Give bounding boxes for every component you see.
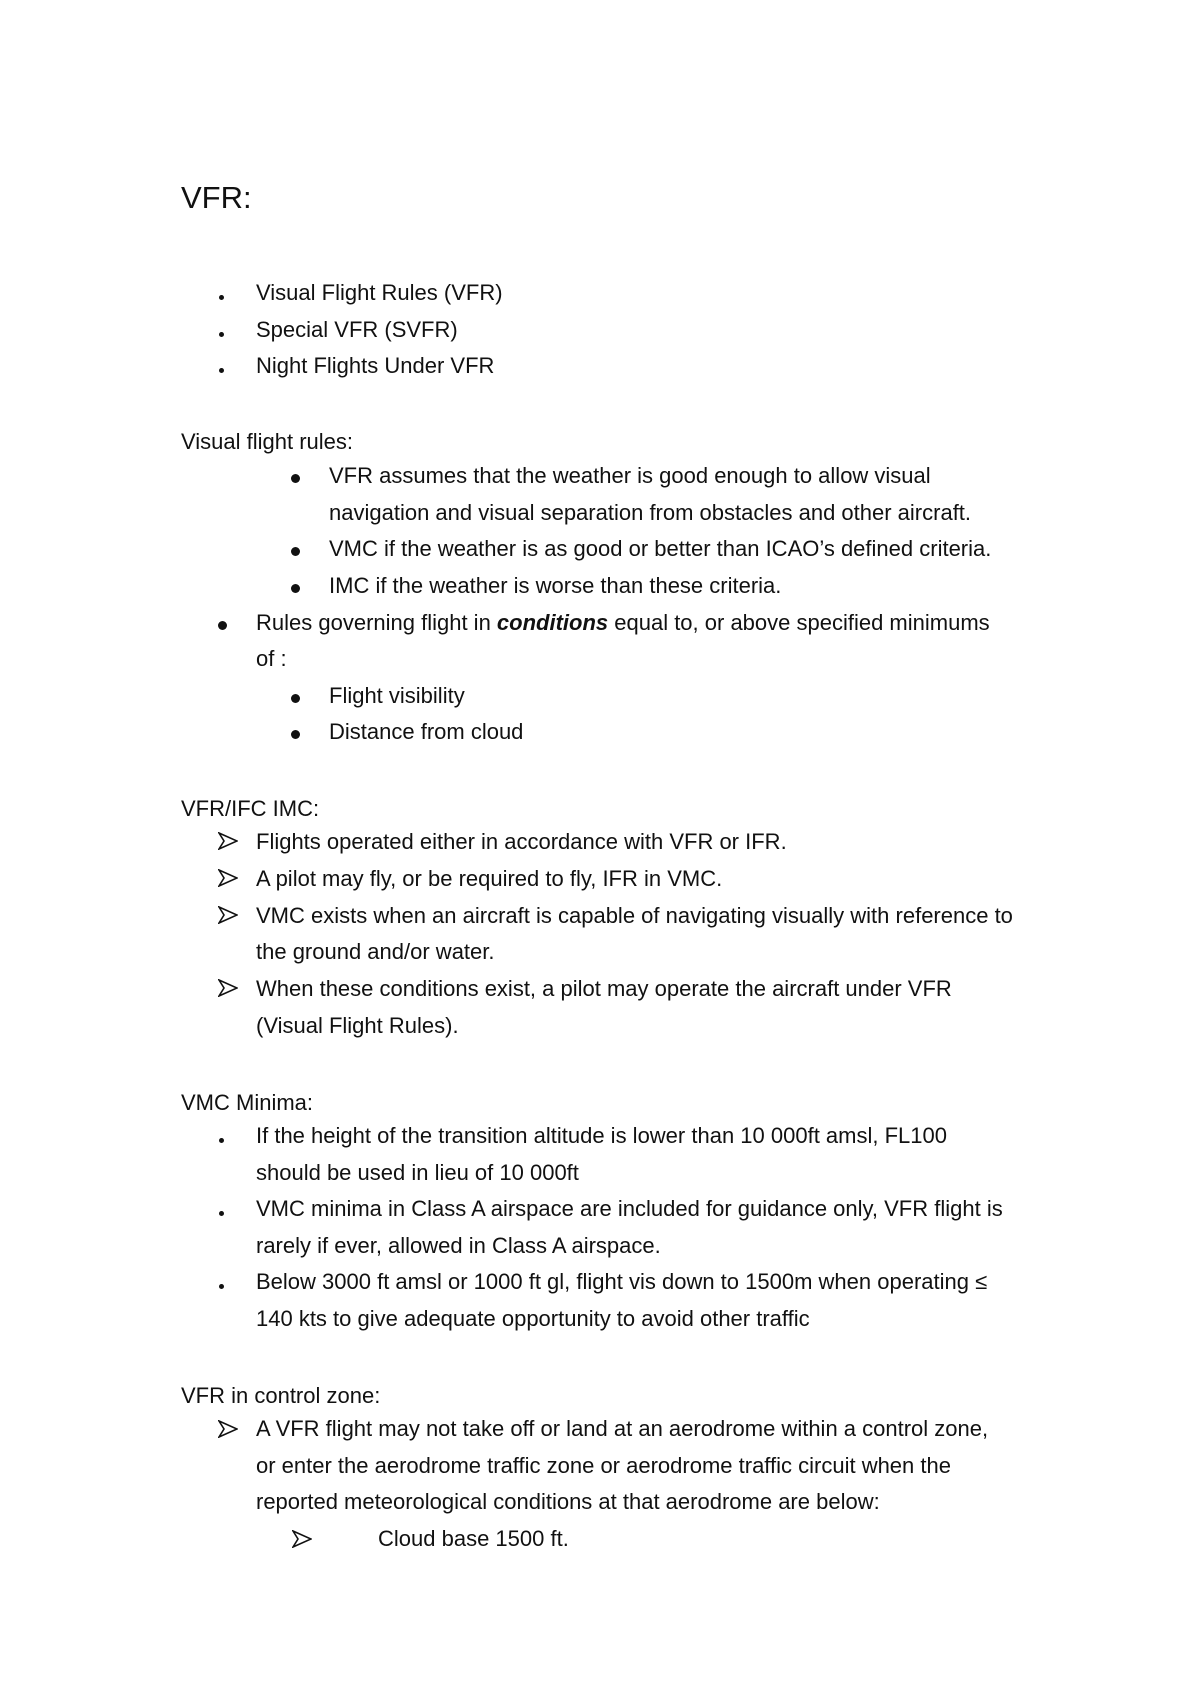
section-heading-vfr-control-zone: VFR in control zone:: [181, 1383, 381, 1408]
bullet-icon: [219, 1191, 224, 1228]
bullet-icon: [219, 275, 224, 312]
list-item-line: A VFR flight may not take off or land at an aerodrome within a control zone,: [256, 1416, 989, 1441]
rules-emphasis: conditions: [496, 610, 609, 635]
list-item-line: VMC minima in Class A airspace are included for guidance only, VFR flight is: [256, 1196, 1003, 1221]
list-item-line: 140 kts to give adequate opportunity to avoid other traffic: [256, 1306, 810, 1331]
page-title: VFR:: [181, 180, 252, 215]
arrow-bullet-icon: [218, 869, 238, 887]
list-item-line: When these conditions exist, a pilot may operate the aircraft under VFR: [256, 976, 952, 1001]
list-item-line: VMC if the weather is as good or better than ICAO’s defined criteria.: [329, 536, 992, 561]
bullet-icon: [219, 1118, 224, 1155]
list-item: Flight visibility: [329, 683, 465, 708]
list-item: Night Flights Under VFR: [256, 353, 495, 378]
list-item-line: If the height of the transition altitude is lower than 10 000ft amsl, FL100: [256, 1123, 947, 1148]
list-item: Cloud base 1500 ft.: [378, 1526, 569, 1551]
bullet-icon: [291, 458, 300, 495]
list-item-line: rarely if ever, allowed in Class A airspace.: [256, 1233, 661, 1258]
arrow-bullet-icon: [218, 1420, 238, 1438]
list-item-line: VMC exists when an aircraft is capable of navigating visually with reference to: [256, 903, 1013, 928]
list-item-line: IMC if the weather is worse than these criteria.: [329, 573, 782, 598]
section-heading-visual-flight-rules: Visual flight rules:: [181, 429, 354, 454]
list-item-line: reported meteorological conditions at that aerodrome are below:: [256, 1489, 880, 1514]
list-item-line: of :: [256, 646, 287, 671]
bullet-icon: [218, 605, 227, 642]
list-item-line: should be used in lieu of 10 000ft: [256, 1160, 579, 1185]
bullet-icon: [219, 1264, 224, 1301]
section-heading-vmc-minima: VMC Minima:: [181, 1090, 314, 1115]
arrow-bullet-icon: [292, 1530, 312, 1548]
bullet-icon: [291, 568, 300, 605]
list-item-line: Below 3000 ft amsl or 1000 ft gl, flight vis down to 1500m when operating ≤: [256, 1269, 988, 1294]
arrow-bullet-icon: [218, 906, 238, 924]
section-heading-vfr-ifc-imc: VFR/IFC IMC:: [181, 796, 320, 821]
list-item-line: or enter the aerodrome traffic zone or aerodrome traffic circuit when the: [256, 1453, 951, 1478]
bullet-icon: [219, 312, 224, 349]
list-item-line: navigation and visual separation from obstacles and other aircraft.: [329, 500, 972, 525]
list-item-line: the ground and/or water.: [256, 939, 495, 964]
rules-suffix: equal to, or above specified minimums: [608, 610, 990, 635]
rules-prefix: Rules governing flight in: [256, 610, 497, 635]
list-item-rules-governing: [256, 605, 990, 642]
list-item-line: VFR assumes that the weather is good enough to allow visual: [329, 463, 931, 488]
bullet-icon: [291, 531, 300, 568]
list-item: Visual Flight Rules (VFR): [256, 280, 503, 305]
bullet-icon: [291, 678, 300, 715]
list-item: Special VFR (SVFR): [256, 317, 458, 342]
list-item-line: Flights operated either in accordance with VFR or IFR.: [256, 829, 787, 854]
list-item-line: (Visual Flight Rules).: [256, 1013, 459, 1038]
list-item-line: A pilot may fly, or be required to fly, IFR in VMC.: [256, 866, 723, 891]
list-item: Distance from cloud: [329, 719, 524, 744]
bullet-icon: [219, 348, 224, 385]
arrow-bullet-icon: [218, 832, 238, 850]
arrow-bullet-icon: [218, 979, 238, 997]
bullet-icon: [291, 714, 300, 751]
